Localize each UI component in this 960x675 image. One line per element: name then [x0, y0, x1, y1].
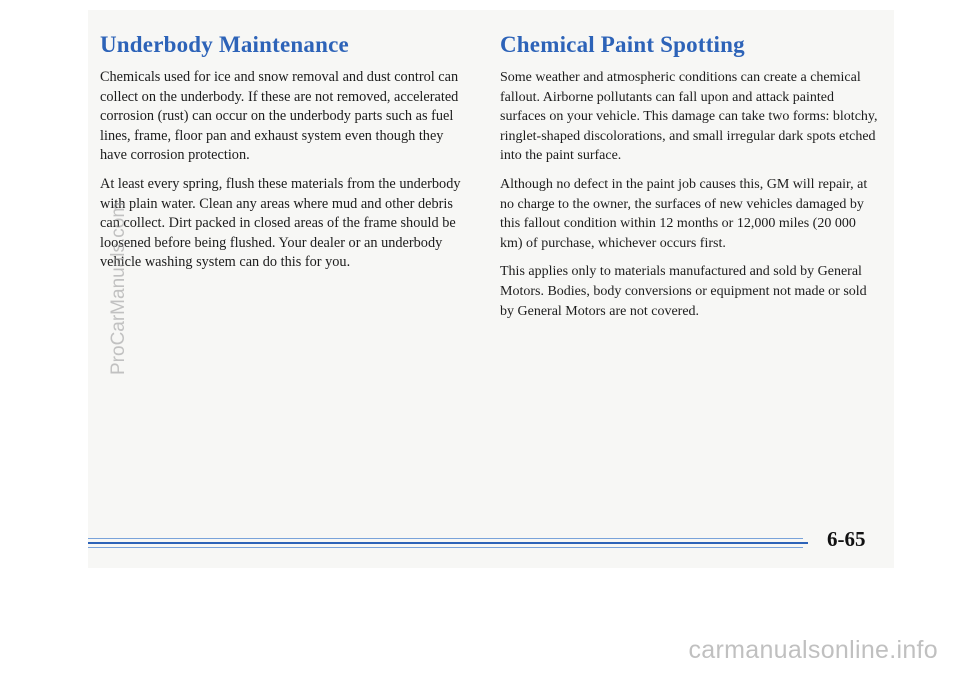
page-number: 6-65 — [827, 527, 866, 551]
paint-paragraph-3: This applies only to materials manufactured and sold by General Motors. Bodies, body conversions or equipment not made or sold by General Motors are not covered. — [500, 264, 867, 319]
footer-rule-bottom — [88, 547, 803, 548]
underbody-paragraph-2: At least every spring, flush these materials from the underbody with plain water. Clean any areas where mud and other debris can collect. Dirt packed in closed areas of the frame should be loosened before being flushed. Your dealer or an underbody vehicle washing system can do this for you. — [100, 175, 461, 271]
paint-paragraph-2: Although no defect in the paint job causes this, GM will repair, at no charge to the owner, the surfaces of new vehicles damaged by this fallout condition within 12 months or 12,000 miles (20 000 km) of purchase, whichever occurs first. — [500, 176, 868, 251]
bottom-watermark: carmanualsonline.info — [688, 636, 938, 664]
footer-rule-middle — [88, 542, 808, 544]
manual-page — [88, 10, 894, 568]
underbody-maintenance-section — [100, 32, 470, 282]
underbody-maintenance-heading: Underbody Maintenance — [100, 32, 349, 57]
underbody-paragraph-1: Chemicals used for ice and snow removal and dust control can collect on the underbody. If these are not removed, accelerated corrosion (rust) can occur on the underbody parts such as fuel lines, frame, floor pan and exhaust system even though they have corrosion protection. — [100, 69, 459, 164]
chemical-paint-spotting-heading: Chemical Paint Spotting — [500, 32, 745, 57]
chemical-paint-spotting-section — [500, 32, 880, 330]
paint-paragraph-1: Some weather and atmospheric conditions can create a chemical fallout. Airborne pollutants can fall upon and attack painted surfaces on your vehicle. This damage can take two forms: blotchy, ringlet-shaped discolorations, and small irregular dark spots etched into the paint surface. — [500, 70, 878, 164]
footer-rule-top — [88, 538, 803, 539]
side-watermark: ProCarManuals.com — [108, 201, 129, 375]
